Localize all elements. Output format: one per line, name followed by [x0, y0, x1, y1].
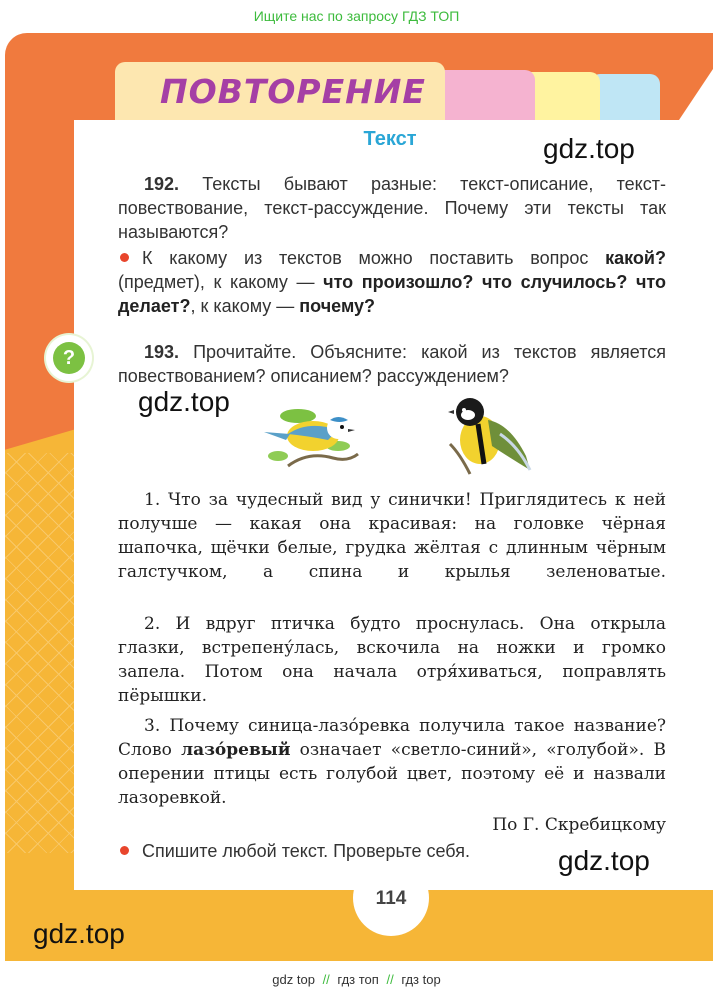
watermark: gdz.top — [543, 133, 635, 164]
top-banner[interactable]: Ищите нас по запросу ГДЗ ТОП — [0, 0, 713, 32]
bottom-link[interactable]: гдз top — [401, 972, 441, 987]
task-number: 193. — [144, 342, 180, 362]
paragraph-text: 2. И вдруг птичка будто проснулась. Она открыла глазки, встрепену́лась, вскочила на ножки и громко запела. Потом она начала отря́хиваться, поправлять пёрышки. — [118, 614, 666, 706]
final-bullet: Спишите любой текст. Проверьте себя. — [142, 841, 470, 861]
task-193 — [118, 340, 666, 388]
story-paragraph-2 — [118, 612, 666, 708]
task-text: Тексты бывают разные: текст-описание, текст-повествование, текст-рассуждение. Почему эти тексты так называются? — [118, 174, 666, 242]
link-separator: // — [386, 972, 394, 987]
task-number: 192. — [144, 174, 180, 194]
bullet-question: какой? — [605, 248, 666, 268]
highlighted-word: лазо́ревый — [181, 740, 291, 760]
watermark: gdz.top — [558, 845, 650, 876]
bluetit-illustration — [258, 396, 360, 474]
story-author: По Г. Скребицкому — [492, 815, 666, 835]
watermark: gdz.top — [33, 918, 125, 949]
bottom-link[interactable]: gdz top — [272, 972, 315, 987]
task-text: Прочитайте. Объясните: какой из текстов является повествованием? описанием? рассуждением? — [118, 342, 666, 386]
task-192-bullet — [118, 246, 666, 318]
bullet-text: , к какому — — [190, 296, 300, 316]
bottom-links-bar — [0, 962, 713, 998]
section-title: ПОВТОРЕНИЕ — [160, 72, 426, 111]
bottom-link[interactable]: гдз топ — [337, 972, 379, 987]
bullet-text: (предмет), к какому — — [118, 272, 324, 292]
story-paragraph-1 — [118, 488, 666, 584]
paragraph-text: 1. Что за чудесный вид у синички! Приглядитесь к ней получше — какая она красивая: на головке чёрная шапочка, щёчки белые, грудка жёлтая с длинным чёрным галстучком, а спина и крылья зеленоватые. — [118, 490, 666, 582]
task-192 — [118, 172, 666, 244]
bullet-question: что произошло? что случилось? что делает? — [118, 272, 666, 316]
paragraph-text: означает «светло-синий», «голубой». В оперении птицы есть голубой цвет, поэтому её и назвали лазоревкой. — [118, 740, 666, 808]
watermark: gdz.top — [138, 386, 230, 417]
bullet-text: К какому из текстов можно поставить вопрос — [142, 248, 606, 268]
question-mark-icon: ? — [53, 342, 85, 374]
question-badge-icon — [46, 335, 92, 381]
bullet-question: почему? — [299, 296, 376, 316]
topic-subtitle: Текст — [363, 128, 417, 150]
story-paragraph-3 — [118, 714, 666, 810]
link-separator: // — [322, 972, 330, 987]
greattit-illustration — [440, 394, 536, 478]
paragraph-text: 3. Почему синица-лазо́ревка получила такое название? Слово — [118, 716, 666, 760]
page-number: 114 — [375, 888, 407, 909]
